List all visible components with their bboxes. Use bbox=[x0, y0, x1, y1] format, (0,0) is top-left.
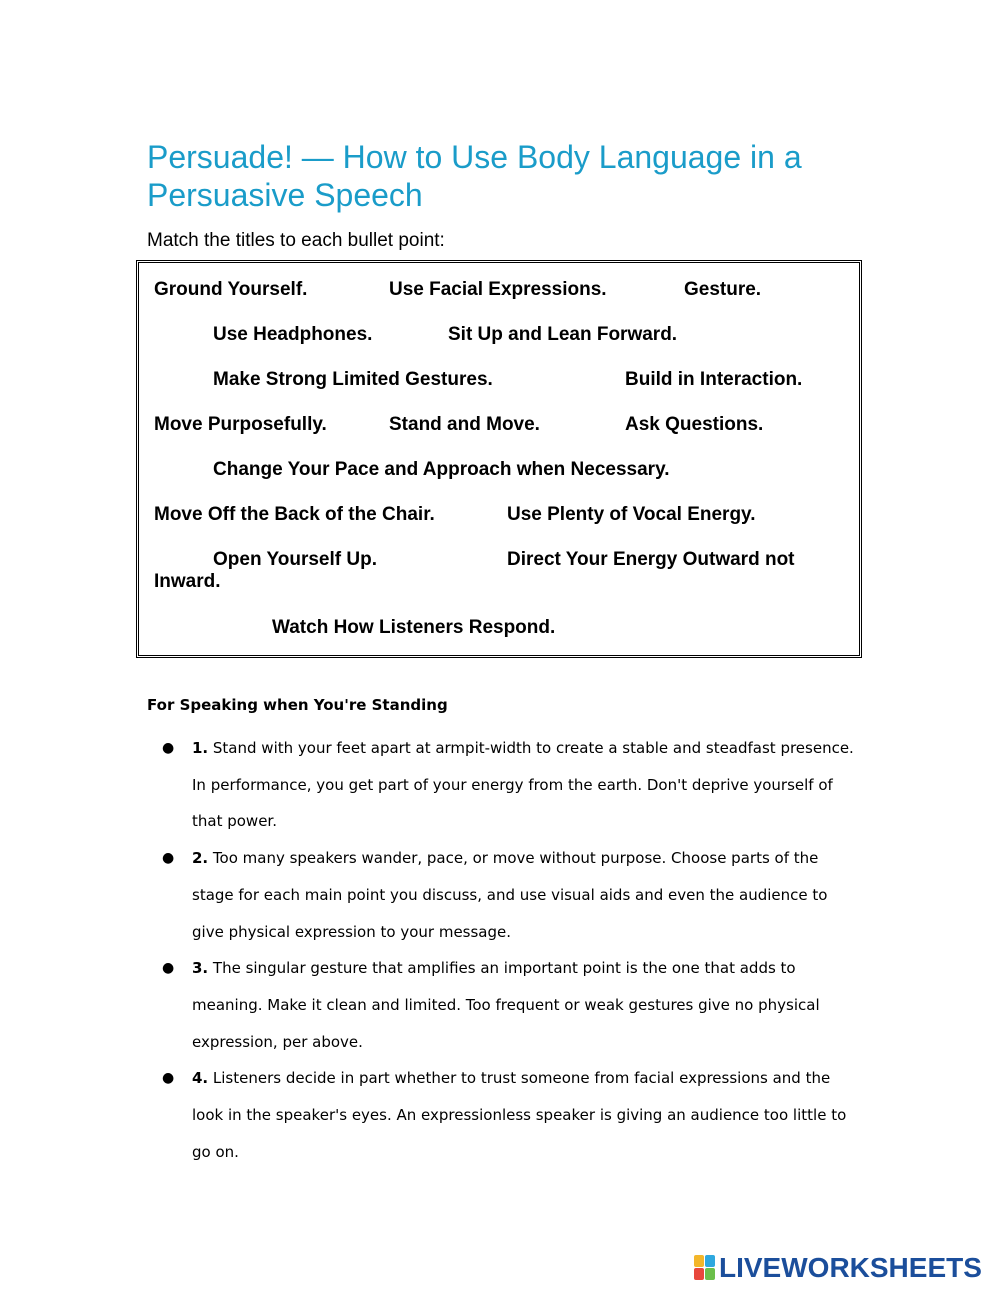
title-option[interactable]: Use Headphones. bbox=[213, 324, 373, 345]
bullet-icon: ● bbox=[162, 740, 175, 756]
bullet-list bbox=[150, 730, 860, 1170]
title-option[interactable]: Watch How Listeners Respond. bbox=[272, 617, 556, 638]
item-number: 2. bbox=[192, 849, 209, 868]
bullet-icon: ● bbox=[162, 850, 175, 867]
list-item bbox=[150, 730, 860, 840]
page-title: Persuade! — How to Use Body Language in a Persuasive Speech bbox=[147, 139, 802, 214]
titles-word-bank bbox=[136, 260, 862, 658]
item-number: 4. bbox=[192, 1069, 209, 1088]
title-option[interactable]: Ask Questions. bbox=[625, 414, 764, 435]
title-option[interactable]: Change Your Pace and Approach when Necessary. bbox=[213, 459, 670, 480]
title-option[interactable]: Open Yourself Up. bbox=[213, 549, 377, 570]
title-option[interactable]: Ground Yourself. bbox=[154, 279, 308, 300]
logo-text: LIVEWORKSHEETS bbox=[719, 1252, 982, 1283]
item-number: 3. bbox=[192, 959, 209, 978]
list-item bbox=[150, 1060, 860, 1170]
item-text: Listeners decide in part whether to trust someone from facial expressions and the look in the speaker's eyes. An expressionless speaker is giving an audience too little to go on. bbox=[192, 1069, 847, 1161]
title-option[interactable]: Use Plenty of Vocal Energy. bbox=[507, 504, 756, 525]
item-text: Stand with your feet apart at armpit-width to create a stable and steadfast presence. In performance, you get part of your energy from the earth. Don't deprive yourself of that power. bbox=[192, 739, 854, 831]
bullet-icon: ● bbox=[162, 1070, 175, 1087]
title-option-continued[interactable]: Inward. bbox=[154, 571, 221, 592]
title-option[interactable]: Make Strong Limited Gestures. bbox=[213, 369, 493, 390]
title-option[interactable]: Direct Your Energy Outward not bbox=[507, 549, 795, 570]
title-option[interactable]: Stand and Move. bbox=[389, 414, 540, 435]
list-item bbox=[150, 840, 860, 950]
list-item bbox=[150, 950, 860, 1060]
instruction-text: Match the titles to each bullet point: bbox=[147, 230, 445, 251]
section-heading: For Speaking when You're Standing bbox=[147, 696, 448, 714]
item-number: 1. bbox=[192, 739, 209, 757]
title-option[interactable]: Use Facial Expressions. bbox=[389, 279, 607, 300]
title-option[interactable]: Move Off the Back of the Chair. bbox=[154, 504, 435, 525]
title-option[interactable]: Build in Interaction. bbox=[625, 369, 803, 390]
logo-mark-icon bbox=[694, 1255, 716, 1281]
bullet-icon: ● bbox=[162, 960, 175, 977]
title-option[interactable]: Gesture. bbox=[684, 279, 762, 300]
title-option[interactable]: Move Purposefully. bbox=[154, 414, 327, 435]
liveworksheets-logo bbox=[694, 1253, 982, 1283]
item-text: Too many speakers wander, pace, or move without purpose. Choose parts of the stage for each main point you discuss, and use visual aids and even the audience to give physical expression to your message. bbox=[192, 849, 828, 941]
item-text: The singular gesture that amplifies an important point is the one that adds to meaning. Make it clean and limited. Too frequent or weak gestures give no physical expression, per above. bbox=[192, 959, 820, 1051]
title-option[interactable]: Sit Up and Lean Forward. bbox=[448, 324, 678, 345]
